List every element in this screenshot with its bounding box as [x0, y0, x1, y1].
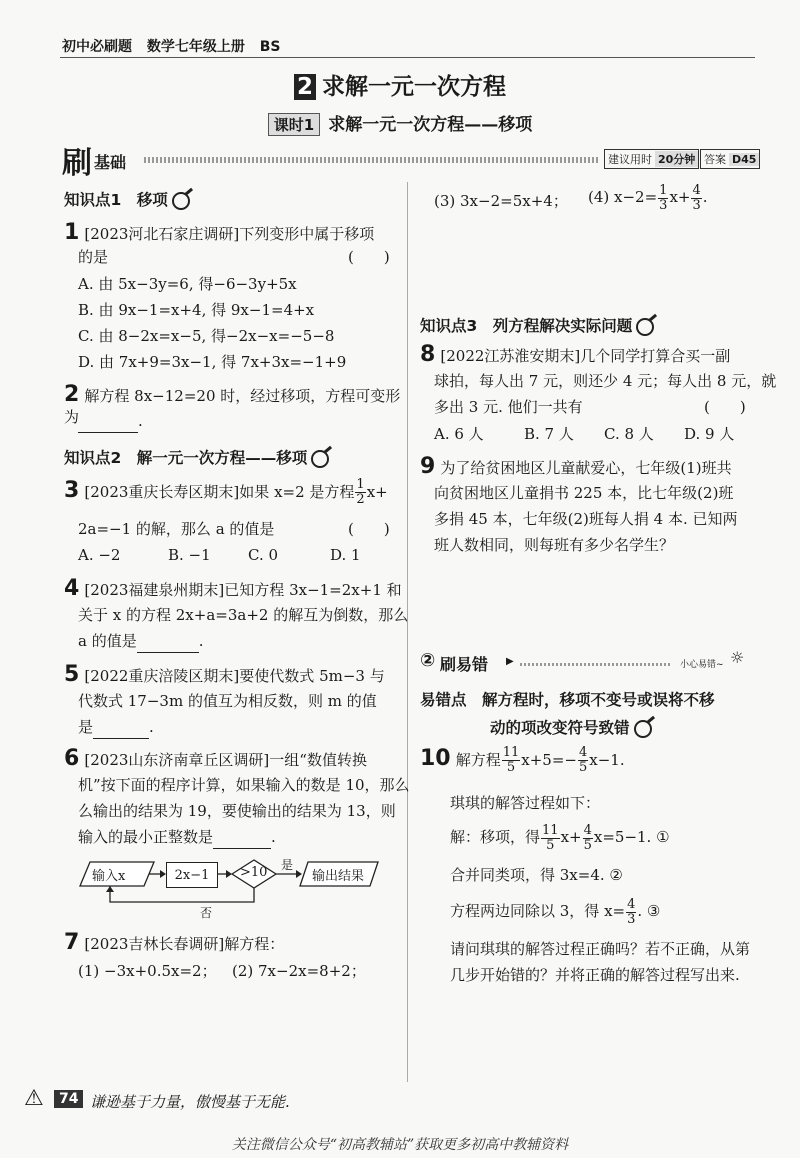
section-title — [0, 68, 800, 101]
q3-option-c: C. 0 — [248, 546, 279, 564]
knowledge-point-3 — [420, 314, 654, 336]
q3-paren: ( ) — [348, 520, 390, 538]
q10-text-c: x−1. — [589, 751, 625, 769]
section-number: 2 — [294, 74, 316, 100]
answer-label: 答案 — [704, 153, 726, 166]
arrow-icon: ▶ — [506, 656, 514, 667]
q1-option-d: D. 由 7x+9=3x−1, 得 7x+3x=−1+9 — [78, 353, 347, 371]
q1-paren: ( ) — [348, 248, 390, 266]
q8-option-a: A. 6 人 — [434, 425, 484, 443]
q1-option-a: A. 由 5x−3y=6, 得−6−3y+5x — [78, 275, 297, 293]
question-10 — [420, 746, 765, 775]
q4-source: [2023福建泉州期末] — [84, 581, 225, 599]
q7-p4-tail: . — [702, 188, 708, 207]
q10-l4-frac — [626, 898, 636, 926]
frac-num: 11 — [502, 745, 520, 761]
flow-operation — [166, 862, 218, 888]
edition: BS — [259, 39, 281, 55]
q4-tail: . — [198, 632, 204, 650]
running-header — [62, 36, 281, 56]
question-5 — [64, 662, 409, 687]
q8-number: 8 — [420, 342, 436, 367]
q4-text-c: a 的值是 — [78, 632, 137, 650]
target-icon — [634, 720, 652, 738]
q5-text-a: 要使代数式 5m−3 与 — [239, 667, 385, 685]
q10-line-2 — [450, 824, 670, 852]
frac-den: 3 — [627, 911, 636, 927]
q3-text-b: x+ — [366, 483, 388, 501]
q3-option-b: B. −1 — [168, 546, 211, 564]
q3-text-c: 2a=−1 的解，那么 a 的值是 — [78, 520, 275, 538]
q7-source: [2023吉林长春调研] — [84, 935, 225, 953]
kp2-title: 知识点2 解一元一次方程——移项 — [64, 449, 308, 467]
q6-tail: . — [271, 828, 276, 846]
q5-tail: . — [149, 718, 154, 736]
error-section-title: 刷易错 — [440, 655, 489, 674]
sun-icon: ☼ — [730, 648, 745, 667]
question-3 — [64, 478, 409, 507]
q5-number: 5 — [64, 662, 80, 687]
q2-text: 解方程 8x−12=20 时，经过移项，方程可变形为 — [64, 387, 401, 426]
q10-l4-a: 方程两边同除以 3，得 x= — [450, 902, 626, 921]
q1-text-a: 下列变形中属于移项 — [239, 225, 375, 243]
flow-condition: >10 — [240, 865, 268, 880]
flow-input: 输入x — [92, 869, 126, 884]
answer-box — [700, 149, 760, 169]
frac-num: 4 — [579, 745, 588, 761]
frac-num: 4 — [692, 183, 701, 198]
q10-line-5: 请问琪琪的解答过程正确吗？若不正确，从第 — [450, 940, 751, 958]
q10-l2-c: x=5−1. ① — [593, 828, 670, 847]
frac-den: 3 — [692, 197, 701, 213]
footer-motto: 谦逊基于力量，傲慢基于无能. — [90, 1093, 290, 1111]
page-number: 74 — [54, 1090, 83, 1108]
brush-big-char: 刷 — [62, 146, 92, 181]
page-footer — [24, 1086, 724, 1116]
q3-option-a: A. −2 — [78, 546, 121, 564]
q4-text-a: 已知方程 3x−1=2x+1 和 — [224, 581, 402, 599]
q8-text-c: 多出 3 元. 他们一共有 — [434, 398, 583, 416]
kp1-title: 知识点1 移项 — [64, 191, 168, 209]
q10-line-6: 几步开始错的？并将正确的解答过程写出来. — [450, 966, 740, 984]
q8-paren: ( ) — [704, 398, 746, 416]
q2-number: 2 — [64, 382, 80, 407]
frac-den: 5 — [579, 760, 588, 775]
q4-number: 4 — [64, 576, 80, 601]
header-rule — [60, 57, 755, 58]
flow-no: 否 — [200, 906, 213, 920]
subject: 数学七年级上册 — [146, 39, 245, 55]
q3-text-a: 如果 x=2 是方程 — [239, 483, 355, 501]
q1-source: [2023河北石家庄调研] — [84, 225, 240, 243]
question-6 — [64, 746, 409, 771]
flow-op-text: 2x−1 — [174, 867, 210, 883]
compass-icon: ⚠ — [24, 1086, 44, 1111]
target-icon — [311, 450, 329, 468]
q10-text-a: 解方程 — [455, 751, 501, 769]
q3-option-d: D. 1 — [330, 546, 361, 564]
q8-option-c: C. 8 人 — [604, 425, 654, 443]
q2-answer-line — [78, 412, 143, 433]
q10-l4-b: . ③ — [637, 902, 661, 921]
q7-p4-frac2 — [691, 184, 701, 212]
q7-part-1: (1) −3x+0.5x=2； — [78, 962, 217, 980]
question-4 — [64, 576, 409, 601]
q4-text-b: 关于 x 的方程 2x+a=3a+2 的解互为倒数，那么 — [78, 606, 409, 624]
q3-source: [2023重庆长寿区期末] — [84, 483, 240, 501]
q6-text-a: 一组“数值转换 — [269, 751, 367, 769]
knowledge-point-2 — [64, 446, 329, 468]
flowchart — [78, 856, 408, 922]
q9-number: 9 — [420, 454, 436, 479]
q9-line-4: 班人数相同，则每班有多少名学生？ — [434, 536, 675, 554]
q7-part-2: (2) 7x−2x=8+2； — [232, 962, 366, 980]
q10-l2-a: 解：移项，得 — [450, 828, 541, 847]
q10-l2-frac2 — [583, 824, 593, 852]
error-badge: ② — [420, 650, 436, 671]
time-label: 建议用时 — [608, 153, 652, 166]
q8-source: [2022江苏淮安期末] — [440, 347, 581, 365]
target-icon — [636, 318, 654, 336]
q10-number: 10 — [420, 746, 451, 771]
lesson-title-text: 求解一元一次方程——移项 — [328, 115, 533, 135]
q9-line-2: 向贫困地区儿童捐书 225 本，比七年级(2)班 — [434, 484, 734, 502]
q9-line-3: 多捐 45 本，七年级(2)班每人捐 4 本. 已知两 — [434, 510, 738, 528]
question-1 — [64, 220, 404, 245]
error-deco-text: 小心易错~ — [680, 660, 724, 670]
q10-frac2 — [578, 746, 588, 774]
q1-option-b: B. 由 9x−1=x+4, 得 9x−1=4+x — [78, 301, 315, 319]
q10-line-1: 琪琪的解答过程如下： — [450, 794, 601, 812]
flow-yes: 是 — [281, 858, 294, 872]
q5-text-c: 是 — [78, 718, 94, 736]
q10-frac1 — [502, 746, 521, 774]
q6-text-d: 输入的最小正整数是 — [78, 828, 214, 846]
q7-p4-a: (4) x−2= — [588, 188, 658, 207]
q8-option-b: B. 7 人 — [524, 425, 574, 443]
q6-source: [2023山东济南章丘区调研] — [84, 751, 270, 769]
question-7 — [64, 930, 409, 955]
q10-line-3: 合并同类项，得 3x=4. ② — [450, 866, 623, 884]
q7-part-4 — [588, 184, 708, 212]
q10-l2-frac1 — [541, 824, 560, 852]
frac-den: 5 — [583, 837, 592, 853]
q8-option-d: D. 9 人 — [684, 425, 735, 443]
footer-notice: 关注微信公众号“初高教辅站”获取更多初高中教辅资料 — [231, 1137, 569, 1153]
q7-p4-mid: x+ — [669, 188, 691, 207]
error-section-bar — [420, 650, 755, 676]
q3-frac-num: 1 — [356, 477, 365, 493]
q3-number: 3 — [64, 478, 80, 503]
time-box — [604, 149, 699, 169]
brush-basic-bar — [62, 140, 762, 181]
q1-text-b: 的是 — [78, 248, 109, 266]
frac-num: 1 — [659, 183, 668, 198]
book-name: 初中必刷题 — [62, 39, 132, 55]
q2-tail: . — [138, 412, 143, 430]
q10-text-b: x+5=− — [521, 751, 577, 769]
brush-label: 基础 — [94, 153, 127, 172]
error-point — [420, 688, 760, 710]
target-icon — [172, 192, 190, 210]
decorative-dash-line — [144, 157, 599, 163]
q10-line-4 — [450, 898, 660, 926]
q3-fraction — [355, 478, 365, 506]
q6-line-d — [78, 828, 276, 849]
q8-text-b: 球拍，每人出 7 元，则还少 4 元；每人出 8 元，就 — [434, 372, 777, 390]
error-point-line2-text: 动的项改变符号致错 — [490, 719, 630, 737]
frac-num: 11 — [542, 823, 559, 838]
q5-text-b: 代数式 17−3m 的值互为相反数，则 m 的值 — [78, 692, 377, 710]
frac-den: 3 — [659, 197, 668, 213]
q7-text: 解方程： — [224, 935, 285, 953]
frac-num: 4 — [627, 897, 636, 912]
section-title-text: 求解一元一次方程 — [322, 74, 506, 100]
q1-option-c: C. 由 8−2x=x−5, 得−2x−x=−5−8 — [78, 327, 335, 345]
q6-text-b: 机”按下面的程序计算，如果输入的数是 10，那么 — [78, 776, 410, 794]
q7-p4-frac1 — [658, 184, 668, 212]
flow-output: 输出结果 — [312, 869, 365, 884]
q3-frac-den: 2 — [356, 492, 365, 507]
error-point-label: 易错点 — [420, 691, 467, 709]
question-8 — [420, 342, 765, 367]
error-point-line1: 解方程时，移项不变号或误将不移 — [482, 691, 715, 709]
lesson-tag: 课时1 — [268, 113, 320, 136]
q1-number: 1 — [64, 220, 80, 245]
q5-source: [2022重庆涪陵区期末] — [84, 667, 240, 685]
q6-number: 6 — [64, 746, 80, 771]
answer-value: D45 — [729, 153, 759, 166]
kp3-title: 知识点3 列方程解决实际问题 — [420, 317, 633, 335]
q4-line-c — [78, 632, 204, 653]
frac-den: 5 — [506, 760, 516, 775]
q10-l2-b: x+ — [560, 828, 582, 847]
frac-num: 4 — [583, 823, 592, 838]
decorative-dash-line — [520, 663, 670, 666]
error-point-line-2 — [490, 716, 652, 738]
q6-text-c: 么输出的结果为 19，要使输出的结果为 13，则 — [78, 802, 396, 820]
q7-part-3: (3) 3x−2=5x+4； — [434, 192, 568, 210]
knowledge-point-1 — [64, 188, 190, 210]
lesson-title — [0, 110, 800, 136]
frac-den: 5 — [546, 837, 555, 853]
q8-text-a: 几个同学打算合买一副 — [580, 347, 731, 365]
time-value: 20分钟 — [655, 151, 698, 167]
q7-number: 7 — [64, 930, 80, 955]
q5-line-c — [78, 718, 154, 739]
q9-line-1: 为了给贫困地区儿童献爱心，七年级(1)班共 — [440, 459, 732, 477]
question-9 — [420, 454, 765, 479]
